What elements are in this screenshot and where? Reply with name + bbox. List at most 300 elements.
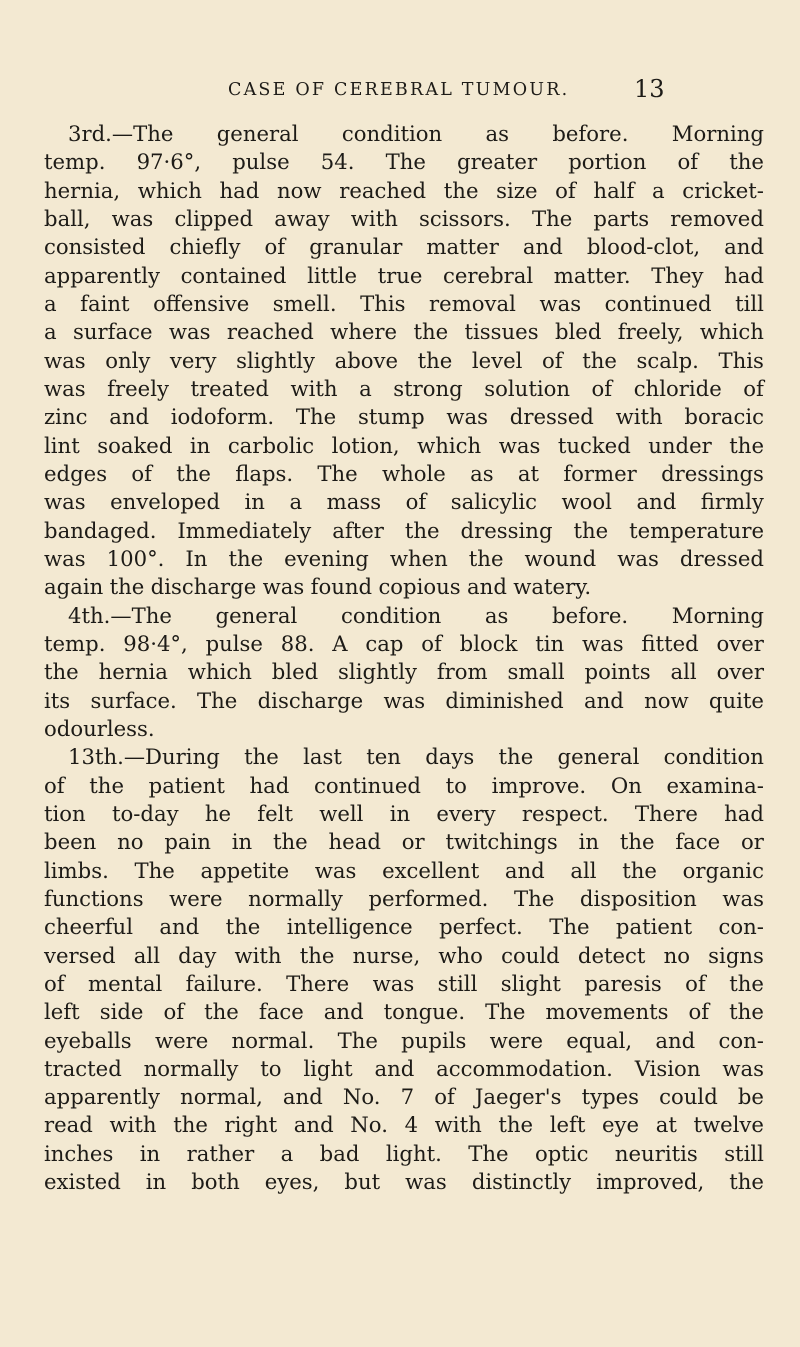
word: normal, — [180, 1084, 263, 1110]
word: was — [722, 1055, 764, 1081]
text-line — [44, 347, 764, 375]
word: the — [573, 517, 609, 543]
word: in — [578, 829, 599, 855]
word: salicylic — [450, 489, 538, 515]
word: and — [282, 1084, 323, 1110]
word: This — [718, 347, 764, 373]
word: the — [729, 970, 764, 996]
word: half — [593, 177, 635, 203]
word: was — [168, 319, 211, 345]
word: removal — [429, 290, 516, 316]
word: still — [724, 1140, 764, 1166]
word: or — [741, 829, 764, 855]
word: was — [44, 489, 86, 515]
word: patient — [148, 772, 225, 798]
text-line — [44, 205, 764, 233]
text-line — [44, 857, 764, 885]
word: the — [417, 347, 453, 373]
text-line — [44, 743, 764, 771]
word: limbs. — [44, 857, 109, 883]
word: the — [729, 999, 764, 1025]
word: equal, — [566, 1027, 633, 1053]
word: removed — [670, 205, 764, 231]
word: chloride — [633, 375, 722, 401]
word: The — [549, 914, 590, 940]
word: of — [421, 630, 442, 656]
word: blood-clot, — [586, 234, 701, 260]
word: still — [437, 970, 478, 996]
word: at — [517, 460, 540, 486]
word: of — [555, 177, 576, 203]
word: was — [372, 970, 415, 996]
word: and — [293, 1112, 334, 1138]
word: who — [438, 942, 483, 968]
word: face — [675, 829, 721, 855]
word: the — [244, 744, 279, 770]
word: condition — [663, 744, 764, 770]
word: right — [224, 1112, 278, 1138]
word: matter. — [553, 262, 631, 288]
word: the — [109, 574, 145, 600]
word: performed. — [368, 885, 489, 911]
word: treated — [190, 375, 269, 401]
word: both — [191, 1169, 240, 1195]
word: organic — [682, 857, 764, 883]
word: tongue. — [383, 999, 466, 1025]
word: 4 — [404, 1112, 419, 1138]
word: in — [244, 489, 265, 515]
word: was — [539, 290, 582, 316]
word: former — [563, 460, 637, 486]
word: fitted — [641, 630, 699, 656]
word: had — [724, 800, 764, 826]
word: cricket- — [682, 177, 764, 203]
word: light — [303, 1055, 353, 1081]
word: the — [468, 545, 504, 571]
word: The — [295, 404, 337, 430]
word: of — [591, 375, 613, 401]
word: boracic — [684, 404, 764, 430]
word: tin — [535, 630, 565, 656]
word: 98·4°, — [123, 630, 188, 656]
word: dressings — [661, 460, 764, 486]
word: Vision — [634, 1055, 701, 1081]
word: freely — [107, 375, 169, 401]
word: The — [134, 857, 175, 883]
word: was — [44, 545, 86, 571]
word: excellent — [382, 857, 480, 883]
word: diminished — [445, 687, 564, 713]
word: a — [359, 375, 372, 401]
word: to — [445, 772, 467, 798]
word: respect. — [521, 800, 609, 826]
word: true — [377, 262, 423, 288]
word: enveloped — [110, 489, 221, 515]
word: The — [385, 149, 426, 175]
word: and — [374, 1055, 415, 1081]
text-line — [44, 658, 764, 686]
word: its — [44, 687, 71, 713]
word: was — [44, 375, 86, 401]
word: condition — [340, 602, 442, 628]
text-line — [44, 460, 764, 488]
word: very — [169, 347, 217, 373]
word: temp. — [44, 630, 106, 656]
word: to — [260, 1055, 282, 1081]
word: the — [89, 772, 124, 798]
word: bad — [319, 1140, 360, 1166]
word: left — [44, 999, 80, 1025]
word: face — [258, 999, 304, 1025]
word: 97·6°, — [136, 149, 202, 175]
word: continued — [314, 772, 421, 798]
word: only — [105, 347, 151, 373]
word: now — [277, 177, 322, 203]
word: block — [459, 630, 518, 656]
word: distinctly — [471, 1169, 572, 1195]
word: and — [522, 234, 563, 260]
word: all — [570, 857, 597, 883]
word: he — [204, 800, 232, 826]
text-line — [44, 1140, 764, 1168]
word: disposition — [579, 885, 697, 911]
word: the — [619, 829, 655, 855]
word: of — [264, 234, 286, 260]
word: appetite — [200, 857, 290, 883]
word: 4th.—The — [68, 602, 172, 628]
word: lint — [44, 432, 80, 458]
word: a — [280, 1140, 294, 1166]
text-line — [44, 602, 764, 630]
word: parts — [593, 205, 650, 231]
word: normal. — [231, 1027, 315, 1053]
word: quite — [708, 687, 764, 713]
word: of — [688, 999, 710, 1025]
word: pulse — [205, 630, 263, 656]
word: the — [498, 744, 534, 770]
word: was — [446, 404, 489, 430]
word: zinc — [44, 404, 88, 430]
word: There — [286, 970, 350, 996]
word: con- — [718, 1027, 764, 1053]
word: temp. — [44, 149, 106, 175]
word: was — [111, 205, 154, 231]
word: of — [131, 460, 152, 486]
word: in — [145, 1169, 167, 1195]
word: the — [413, 319, 449, 345]
text-line — [44, 375, 764, 403]
word: little — [307, 262, 357, 288]
word: could — [501, 942, 560, 968]
text-line — [44, 687, 764, 715]
word: in — [139, 1140, 161, 1166]
word: the — [299, 942, 335, 968]
word: The — [468, 1140, 509, 1166]
word: 54. — [320, 149, 355, 175]
word: of — [677, 149, 699, 175]
word: mental — [88, 970, 163, 996]
word: been — [44, 829, 97, 855]
word: clipped — [174, 205, 254, 231]
word: perfect. — [439, 914, 523, 940]
word: could — [659, 1084, 718, 1110]
word: discharge — [257, 687, 364, 713]
word: smell. — [272, 290, 337, 316]
word: 88. — [280, 630, 315, 656]
word: hernia, — [44, 177, 121, 203]
word: scissors. — [419, 205, 511, 231]
word: consisted — [44, 234, 146, 260]
word: above — [334, 347, 399, 373]
text-line — [44, 1168, 764, 1196]
word: in — [231, 829, 253, 855]
text-line — [44, 715, 764, 743]
word: and — [724, 234, 764, 260]
word: but — [344, 1169, 381, 1195]
word: was — [44, 347, 86, 373]
word: as — [484, 602, 509, 628]
text-line — [44, 120, 764, 148]
word: faint — [80, 290, 130, 316]
word: hernia — [98, 659, 168, 685]
word: which — [187, 659, 252, 685]
word: optic — [534, 1140, 589, 1166]
word: portion — [568, 149, 647, 175]
word: flaps. — [235, 460, 294, 486]
text-line — [44, 262, 764, 290]
word: over — [716, 630, 764, 656]
word: be — [737, 1084, 764, 1110]
word: no — [117, 829, 144, 855]
word: size — [496, 177, 538, 203]
word: of — [743, 375, 764, 401]
word: strong — [393, 375, 463, 401]
word: under — [648, 432, 712, 458]
text-line — [44, 1027, 764, 1055]
word: from — [436, 659, 488, 685]
text-line — [44, 318, 764, 346]
word: were — [169, 885, 223, 911]
word: no — [663, 942, 690, 968]
word: with — [350, 205, 398, 231]
word: before. — [552, 602, 629, 628]
word: the — [173, 1112, 208, 1138]
word: The — [337, 1027, 378, 1053]
text-line — [44, 998, 764, 1026]
word: dressed — [509, 404, 594, 430]
word: points — [584, 659, 651, 685]
text-line — [44, 1083, 764, 1111]
word: a — [289, 489, 303, 515]
word: matter — [426, 234, 499, 260]
word: was — [383, 687, 426, 713]
word: On — [610, 772, 642, 798]
word: patient — [615, 914, 693, 940]
word: felt — [257, 800, 293, 826]
word: soaked — [97, 432, 173, 458]
word: Immediately — [177, 517, 312, 543]
word: dressed — [679, 545, 764, 571]
word: the — [582, 347, 617, 373]
word: head — [328, 829, 381, 855]
word: of — [434, 1084, 455, 1110]
word: in — [189, 432, 211, 458]
word: cheerful — [44, 914, 133, 940]
word: Morning — [671, 602, 764, 628]
word: surface — [72, 319, 153, 345]
word: of — [163, 999, 185, 1025]
word: where — [330, 319, 398, 345]
word: the — [228, 545, 264, 571]
word: had — [724, 262, 764, 288]
word: side — [99, 999, 144, 1025]
word: con- — [718, 914, 764, 940]
word: condition — [341, 121, 443, 146]
word: slightly — [338, 659, 417, 685]
word: which — [699, 319, 764, 345]
text-line — [44, 573, 764, 601]
word: lotion, — [331, 432, 400, 458]
word: temperature — [629, 517, 764, 543]
word: a — [44, 290, 57, 316]
word: pupils — [401, 1027, 467, 1053]
word: and — [583, 687, 624, 713]
text-line — [44, 970, 764, 998]
word: general — [216, 121, 299, 146]
word: level — [471, 347, 523, 373]
word: and — [655, 1027, 696, 1053]
word: failure. — [185, 970, 263, 996]
word: 3rd.—The — [68, 121, 174, 146]
text-line — [44, 630, 764, 658]
word: scalp. — [636, 347, 699, 373]
word: nurse, — [352, 942, 421, 968]
text-line — [44, 545, 764, 573]
word: stump — [357, 404, 425, 430]
word: was — [581, 630, 624, 656]
word: This — [360, 290, 406, 316]
word: which — [137, 177, 202, 203]
word: or — [401, 829, 425, 855]
word: In — [185, 545, 208, 571]
word: apparently — [44, 1084, 160, 1110]
word: 100°. — [106, 545, 165, 571]
text-line — [44, 828, 764, 856]
word: found — [310, 574, 373, 600]
word: The — [485, 999, 526, 1025]
word: general — [215, 602, 298, 628]
word: neuritis — [614, 1140, 698, 1166]
word: The — [513, 885, 555, 911]
word: tissues — [464, 319, 539, 345]
word: the — [729, 1169, 764, 1195]
word: was — [722, 885, 764, 911]
word: The — [197, 687, 238, 713]
word: the — [729, 149, 764, 175]
word: bled — [554, 319, 602, 345]
word: the — [404, 517, 440, 543]
word: ball, — [44, 205, 91, 231]
word: of — [44, 970, 65, 996]
word: bandaged. — [44, 517, 157, 543]
word: A — [332, 630, 348, 656]
word: solution — [484, 375, 571, 401]
word: of — [685, 970, 706, 996]
word: was — [262, 574, 305, 600]
word: with — [615, 404, 663, 430]
word: contained — [180, 262, 287, 288]
word: offensive — [153, 290, 250, 316]
word: the — [443, 177, 479, 203]
word: every — [436, 800, 496, 826]
text-line — [44, 148, 764, 176]
word: and — [159, 914, 200, 940]
word: light. — [385, 1140, 442, 1166]
text-line — [44, 403, 764, 431]
word: eyeballs — [44, 1027, 132, 1053]
word: watery. — [513, 574, 592, 600]
word: over — [716, 659, 764, 685]
page-header — [0, 75, 800, 110]
word: cap — [365, 630, 404, 656]
word: were — [154, 1027, 209, 1053]
word: and — [504, 857, 545, 883]
word: with — [290, 375, 338, 401]
word: and — [467, 574, 507, 600]
word: carbolic — [227, 432, 315, 458]
word: was — [617, 545, 659, 571]
word: No. — [342, 1084, 381, 1110]
text-line — [44, 913, 764, 941]
word: the — [204, 999, 239, 1025]
word: had — [249, 772, 290, 798]
word: mass — [326, 489, 382, 515]
page-number: 13 — [634, 75, 665, 103]
word: functions — [44, 885, 144, 911]
word: granular — [309, 234, 403, 260]
word: the — [729, 432, 764, 458]
word: as — [470, 460, 494, 486]
word: 13th.—During — [68, 744, 220, 770]
word: read — [44, 1112, 93, 1138]
body-text — [44, 120, 764, 1196]
word: the — [622, 857, 657, 883]
word: again — [44, 574, 104, 600]
text-line — [44, 885, 764, 913]
word: with — [234, 942, 282, 968]
word: of — [542, 347, 563, 373]
word: eye — [602, 1112, 640, 1138]
word: improved, — [596, 1169, 705, 1195]
word: tucked — [557, 432, 631, 458]
word: normally — [248, 885, 343, 911]
word: at — [655, 1112, 677, 1138]
word: normally — [143, 1055, 239, 1081]
word: movements — [545, 999, 669, 1025]
word: which — [417, 432, 482, 458]
word: the — [225, 914, 261, 940]
word: slightly — [236, 347, 315, 373]
word: and — [323, 999, 364, 1025]
word: chiefly — [169, 234, 241, 260]
word: day — [178, 942, 217, 968]
word: away — [274, 205, 330, 231]
word: general — [557, 744, 640, 770]
word: tion — [44, 800, 86, 826]
word: dressing — [460, 517, 553, 543]
word: surface. — [90, 687, 177, 713]
word: existed — [44, 1169, 121, 1195]
